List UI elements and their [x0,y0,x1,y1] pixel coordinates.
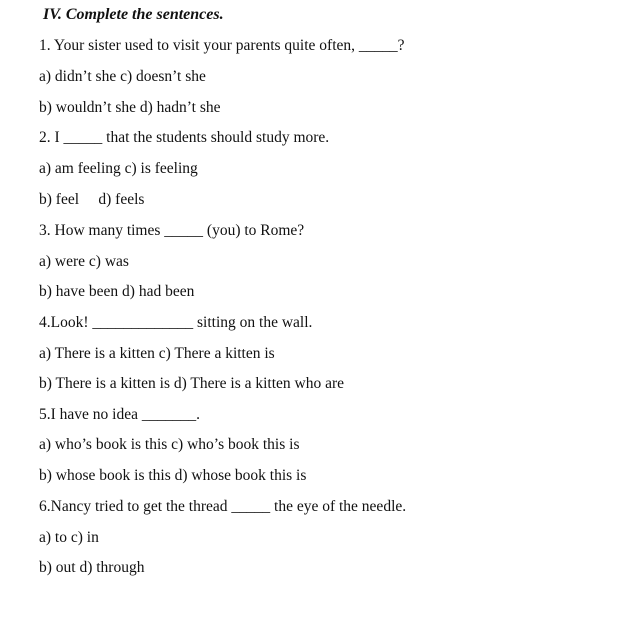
question-6-options-a: a) to c) in [39,529,99,546]
question-6-options-b: b) out d) through [39,559,145,576]
section-heading: IV. Complete the sentences. [43,6,224,23]
question-1: 1. Your sister used to visit your parents quite often, _____? [39,37,405,54]
question-3-options-b: b) have been d) had been [39,283,195,300]
question-1-options-b: b) wouldn’t she d) hadn’t she [39,99,221,116]
question-3-options-a: a) were c) was [39,253,129,270]
question-5-options-a: a) who’s book is this c) who’s book this is [39,436,300,453]
question-1-options-a: a) didn’t she c) doesn’t she [39,68,206,85]
question-6: 6.Nancy tried to get the thread _____ the eye of the needle. [39,498,407,515]
question-5: 5.I have no idea _______. [39,406,200,423]
question-2-options-a: a) am feeling c) is feeling [39,160,198,177]
question-4-options-a: a) There is a kitten c) There a kitten is [39,345,275,362]
question-3: 3. How many times _____ (you) to Rome? [39,222,305,239]
question-2: 2. I _____ that the students should study more. [39,129,330,146]
question-5-options-b: b) whose book is this d) whose book this is [39,467,307,484]
question-4-options-b: b) There is a kitten is d) There is a kitten who are [39,375,345,392]
question-2-options-b: b) feel d) feels [39,191,145,208]
question-4: 4.Look! _____________ sitting on the wall. [39,314,313,331]
